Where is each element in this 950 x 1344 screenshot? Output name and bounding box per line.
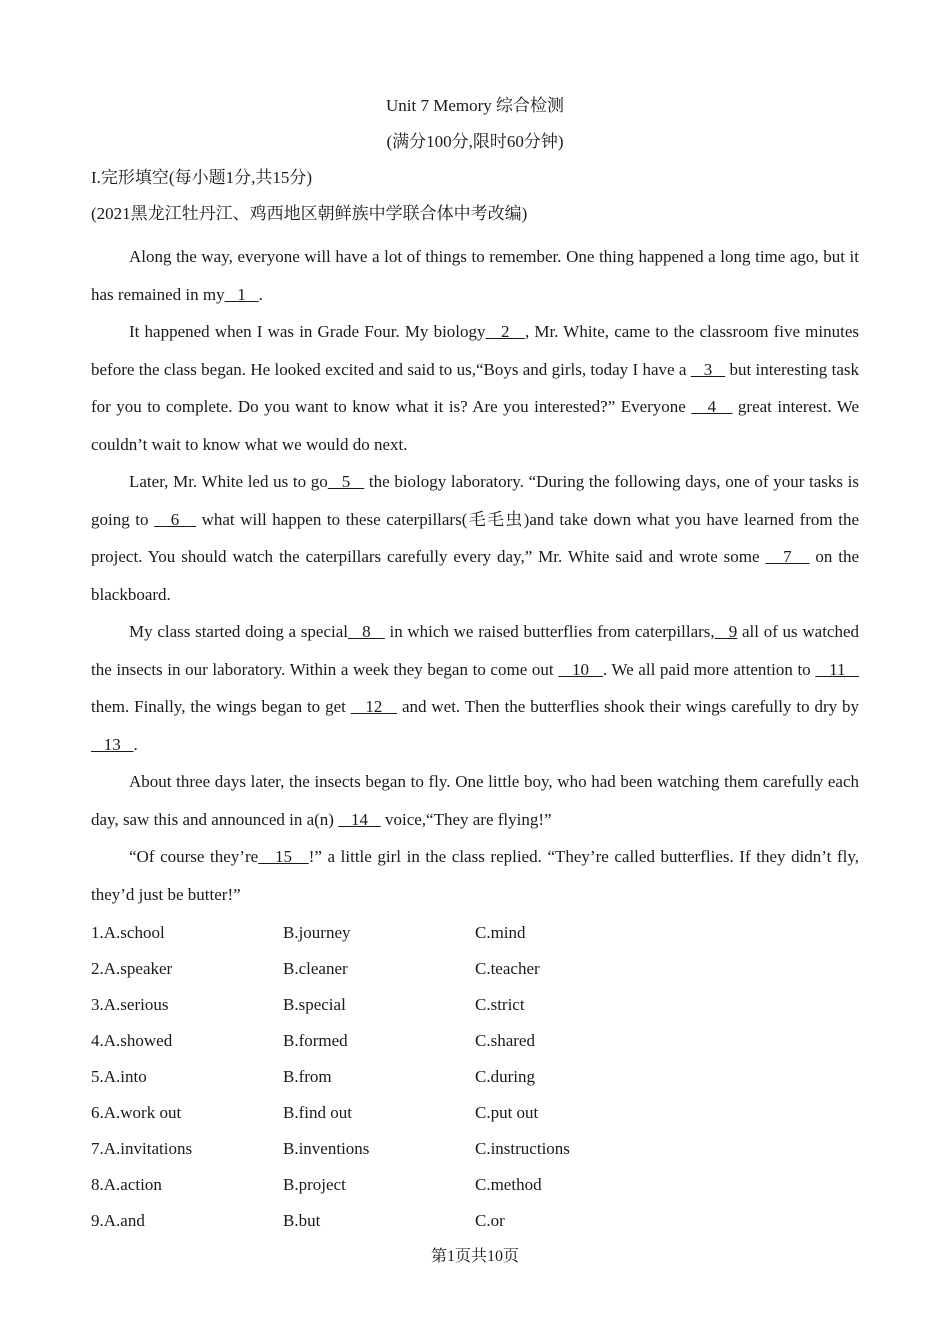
option-a: 8.A.action <box>91 1175 162 1194</box>
blank-1: 1 <box>224 284 259 304</box>
source-note: (2021黑龙江牡丹江、鸡西地区朝鲜族中学联合体中考改编) <box>91 204 528 223</box>
text: the biology laboratory. “During the following days, one of your tasks is going to <box>91 472 860 529</box>
option-b: B.project <box>283 1175 346 1194</box>
option-b: B.inventions <box>283 1139 370 1158</box>
option-c: C.during <box>475 1067 535 1086</box>
text: Along the way, everyone will have a lot of things to remember. One thing happened a long time ago, but it has remained in my <box>91 247 859 304</box>
text: all of us watched the insects in our laboratory. Within a week they began to come out <box>91 622 860 679</box>
option-b: B.special <box>283 995 346 1014</box>
options-list <box>91 915 859 1239</box>
option-a: 1.A.school <box>91 923 165 942</box>
option-row-4 <box>91 1023 859 1059</box>
text: voice,“They are flying!” <box>380 809 552 829</box>
option-a: 7.A.invitations <box>91 1139 193 1158</box>
option-c: C.teacher <box>475 959 540 978</box>
option-row-1 <box>91 915 859 951</box>
option-a: 9.A.and <box>91 1211 145 1230</box>
option-c: C.instructions <box>475 1139 570 1158</box>
section-heading: I.完形填空(每小题1分,共15分) <box>91 168 312 187</box>
text: “Of course they’re <box>129 847 259 866</box>
blank-6: 6 <box>154 509 197 529</box>
paragraph-5 <box>91 763 859 838</box>
option-a: 3.A.serious <box>91 995 169 1014</box>
paragraph-1 <box>91 238 859 313</box>
page-title: Unit 7 Memory 综合检测 <box>385 96 565 115</box>
text: . <box>133 734 138 754</box>
text: , Mr. White, came to the classroom five minutes before the class began. He looked excited and said to us,“Boys and girls, today I have a <box>91 322 859 379</box>
blank-10: 10 <box>558 659 603 679</box>
text: . <box>258 284 263 304</box>
text: great interest. We couldn’t wait to know what we would do next. <box>91 397 860 454</box>
blank-5: 5 <box>327 472 365 491</box>
option-row-6 <box>91 1095 859 1131</box>
option-c: C.shared <box>475 1031 535 1050</box>
blank-8: 8 <box>348 622 385 641</box>
option-b: B.from <box>283 1067 332 1086</box>
option-c: C.or <box>475 1211 505 1230</box>
option-b: B.journey <box>283 923 351 942</box>
option-row-3 <box>91 987 859 1023</box>
option-c: C.put out <box>475 1103 539 1122</box>
text: and wet. Then the butterflies shook their wings carefully to dry by <box>397 697 860 716</box>
option-a: 6.A.work out <box>91 1103 182 1122</box>
text: but interesting task for you to complete. Do you want to know what it is? Are you interested?” Everyone <box>91 359 859 416</box>
option-a: 5.A.into <box>91 1067 147 1086</box>
text: what will happen to these caterpillars(毛毛虫)and take down what you have learned from the project. You should watch the caterpillars carefully every day,” Mr. White said and wrote some <box>91 509 859 566</box>
paragraph-2 <box>91 313 859 463</box>
text: . We all paid more attention to <box>602 659 816 679</box>
blank-3: 3 <box>690 359 726 379</box>
page-subtitle: (满分100分,限时60分钟) <box>386 132 564 151</box>
blank-11: 11 <box>815 659 859 679</box>
option-c: C.method <box>475 1175 542 1194</box>
text: them. Finally, the wings began to get <box>91 697 351 716</box>
blank-7: 7 <box>765 547 810 566</box>
paragraph-3 <box>91 463 859 613</box>
text: It happened when I was in Grade Four. My biology <box>129 322 486 341</box>
paragraph-4 <box>91 613 859 763</box>
blank-2: 2 <box>485 322 525 341</box>
blank-14: 14 <box>338 809 381 829</box>
option-a: 2.A.speaker <box>91 959 173 978</box>
text: My class started doing a special <box>129 622 348 641</box>
option-b: B.cleaner <box>283 959 348 978</box>
option-c: C.strict <box>475 995 525 1014</box>
option-b: B.but <box>283 1211 321 1230</box>
blank-4: 4 <box>691 397 733 416</box>
text: About three days later, the insects began to fly. One little boy, who had been watching them carefully each day, saw this and announced in a(n) <box>91 772 859 829</box>
text: in which we raised butterflies from caterpillars, <box>384 622 715 641</box>
blank-12: 12 <box>350 697 398 716</box>
option-a: 4.A.showed <box>91 1031 173 1050</box>
option-row-5 <box>91 1059 859 1095</box>
text: on the blackboard. <box>91 547 859 604</box>
blank-13: 13 <box>91 734 134 754</box>
blank-15: 15 <box>258 847 309 866</box>
option-row-8 <box>91 1167 859 1203</box>
option-row-2 <box>91 951 859 987</box>
option-row-9 <box>91 1203 859 1239</box>
option-row-7 <box>91 1131 859 1167</box>
blank-9: 9 <box>714 622 738 641</box>
paragraph-6 <box>91 838 859 913</box>
text: !” a little girl in the class replied. “They’re called butterflies. If they didn’t fly, they’d just be butter!” <box>91 847 859 904</box>
option-c: C.mind <box>475 923 526 942</box>
text: Later, Mr. White led us to go <box>129 472 328 491</box>
document-page <box>91 94 859 1239</box>
page-footer: 第1页共10页 <box>430 1248 519 1265</box>
option-b: B.formed <box>283 1031 348 1050</box>
option-b: B.find out <box>283 1103 352 1122</box>
